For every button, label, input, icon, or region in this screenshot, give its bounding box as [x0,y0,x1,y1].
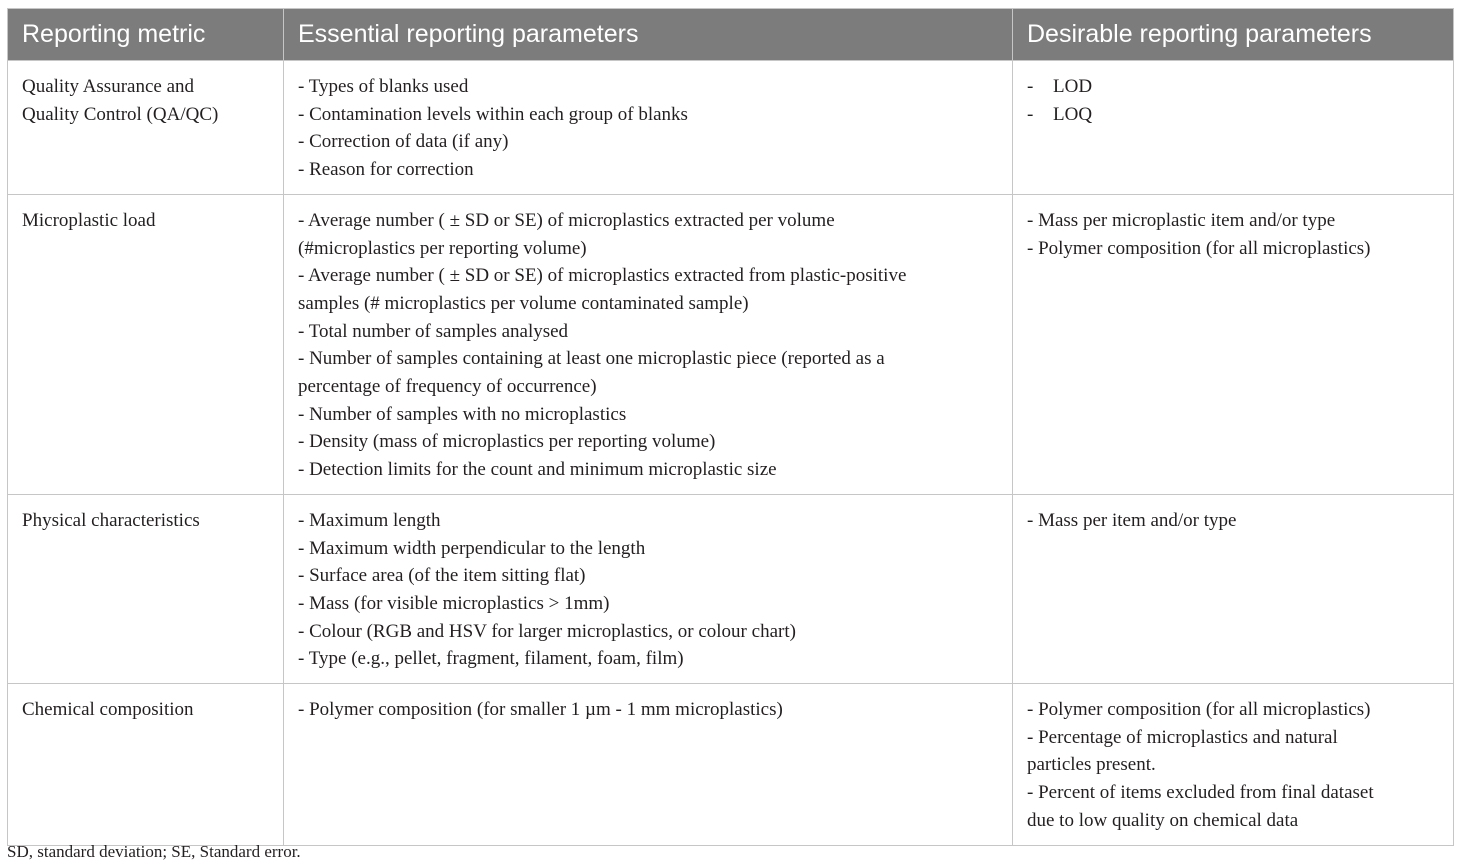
essential-item: - Average number ( ± SD or SE) of microplastics extracted per volume [298,209,835,231]
essential-item: - Colour (RGB and HSV for larger microplastics, or colour chart) [298,620,796,642]
desirable-cell [1013,494,1454,683]
desirable-item: - Polymer composition (for all microplastics) [1027,699,1371,721]
metric-cell [8,684,284,846]
essential-item: - Types of blanks used [298,76,469,97]
desirable-item: due to low quality on chemical data [1027,809,1299,831]
desirable-item [1027,101,1439,129]
metric-cell [8,61,284,195]
table-header-row [8,9,1454,61]
essential-item: - Density (mass of microplastics per reporting volume) [298,431,716,453]
metric-text: Microplastic load [22,209,156,231]
essential-cell [284,684,1013,846]
essential-cell [284,61,1013,195]
metric-text: Chemical composition [22,699,194,721]
essential-item: - Polymer composition (for smaller 1 µm - 1 mm microplastics) [298,699,783,721]
desirable-item: - Mass per microplastic item and/or type [1027,209,1336,231]
table-footnote: SD, standard deviation; SE, Standard error. [7,842,301,861]
desirable-item: - Percentage of microplastics and natural [1027,726,1338,748]
essential-item: - Mass (for visible microplastics > 1mm) [298,592,610,614]
list-dash: - [1027,103,1034,125]
essential-cell [284,194,1013,494]
header-reporting-metric: Reporting metric [8,9,284,61]
desirable-item: - Polymer composition (for all microplastics) [1027,237,1371,259]
desirable-item: - Mass per item and/or type [1027,509,1237,531]
desirable-item-text: LOD [1053,76,1093,97]
desirable-item [1027,73,1439,101]
desirable-cell [1013,61,1454,195]
desirable-item: particles present. [1027,754,1156,776]
desirable-cell [1013,684,1454,846]
table-row [8,494,1454,683]
essential-item: - Number of samples containing at least one microplastic piece (reported as a [298,348,885,370]
metric-text: Quality Assurance and [22,76,195,97]
metric-text: Physical characteristics [22,509,200,531]
table-row [8,194,1454,494]
metric-text: Quality Control (QA/QC) [22,103,219,125]
essential-item: samples (# microplastics per volume contaminated sample) [298,292,749,314]
desirable-item: - Percent of items excluded from final dataset [1027,782,1374,804]
reporting-parameters-table [7,8,1454,846]
essential-item: - Average number ( ± SD or SE) of microplastics extracted from plastic-positive [298,265,907,287]
table-row [8,61,1454,195]
essential-item: - Number of samples with no microplastics [298,403,627,425]
header-essential-parameters: Essential reporting parameters [284,9,1013,61]
essential-item: - Total number of samples analysed [298,320,569,342]
essential-item: - Contamination levels within each group of blanks [298,103,688,125]
desirable-item-text: LOQ [1053,103,1093,125]
list-dash: - [1027,76,1034,97]
essential-item: - Maximum length [298,509,441,531]
metric-cell [8,494,284,683]
reporting-parameters-table-container [7,8,1453,846]
essential-item: - Reason for correction [298,159,474,181]
header-desirable-parameters: Desirable reporting parameters [1013,9,1454,61]
desirable-cell [1013,194,1454,494]
essential-item: - Correction of data (if any) [298,131,509,153]
essential-cell [284,494,1013,683]
essential-item: (#microplastics per reporting volume) [298,237,587,259]
essential-item: percentage of frequency of occurrence) [298,376,597,398]
essential-item: - Surface area (of the item sitting flat) [298,565,586,587]
essential-item: - Type (e.g., pellet, fragment, filament, foam, film) [298,648,684,670]
table-row [8,684,1454,846]
metric-cell [8,194,284,494]
essential-item: - Maximum width perpendicular to the length [298,537,646,559]
essential-item: - Detection limits for the count and minimum microplastic size [298,459,777,481]
